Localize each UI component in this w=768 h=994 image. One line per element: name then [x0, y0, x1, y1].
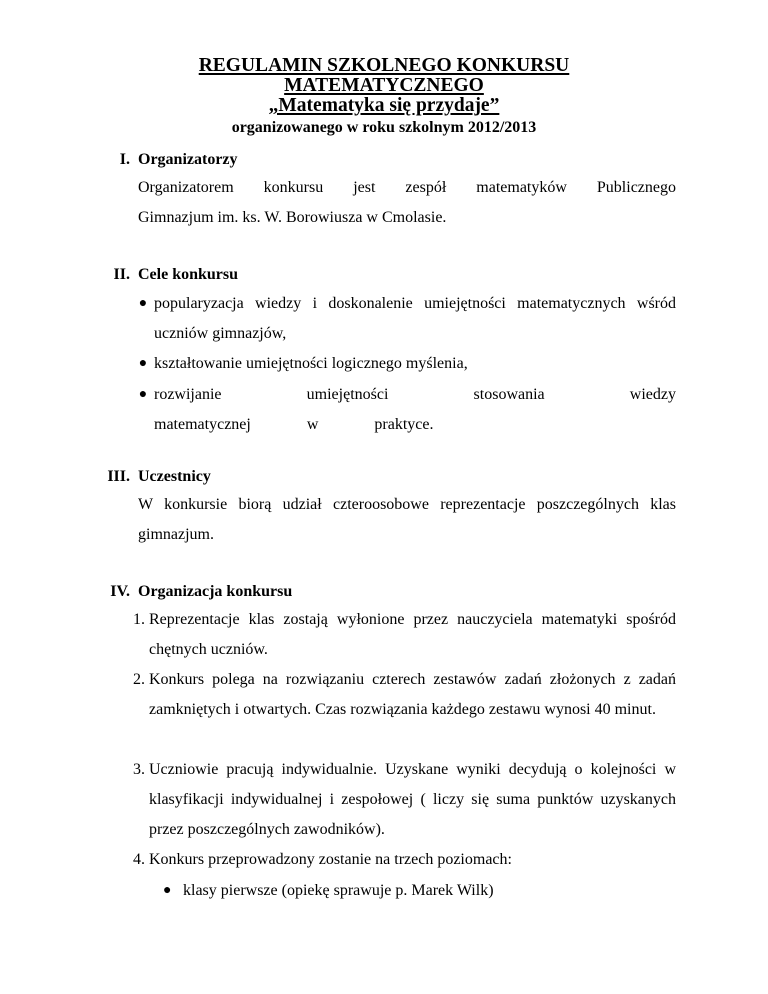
item-number: 2. [133, 671, 145, 688]
list-item [133, 605, 676, 665]
list-item [138, 289, 676, 349]
bullet-icon: ● [163, 883, 172, 898]
section-3-heading [107, 467, 211, 487]
list-item [133, 845, 676, 875]
section-4-heading [110, 582, 293, 602]
list-item [138, 380, 676, 440]
item-text: Uczniowie pracują indywidualnie. Uzyskane wyniki decydują o kolejności w klasyfikacji indywidualnej i zespołowej ( liczy się suma punktów uzyskanych przez poszczególnych zawodników). [149, 761, 676, 838]
list-item [163, 876, 676, 906]
title-line-4: organizowanego w roku szkolnym 2012/2013 [231, 119, 537, 136]
list-item [133, 665, 676, 725]
title-line-1: REGULAMIN SZKOLNEGO KONKURSU [198, 55, 570, 76]
bullet-icon: ● [138, 387, 148, 402]
section-1-line-2: Gimnazjum im. ks. W. Borowiusza w Cmolasie. [138, 209, 447, 226]
title-line-2: MATEMATYCZNEGO [284, 75, 484, 96]
item-number: 3. [133, 761, 145, 778]
item-text: Reprezentacje klas zostają wyłonione przez nauczyciela matematyki spośród chętnych uczniów. [149, 611, 676, 658]
section-2-number: II. [113, 266, 130, 283]
title-line-3: „Matematyka się przydaje” [268, 95, 500, 116]
section-4-title: Organizacja konkursu [138, 583, 293, 600]
list-item [133, 755, 676, 845]
bullet-icon: ● [138, 356, 148, 371]
section-3-number: III. [107, 468, 130, 485]
bullet-text: kształtowanie umiejętności logicznego myślenia, [154, 355, 468, 372]
section-4-number: IV. [110, 583, 130, 600]
item-text: Konkurs przeprowadzony zostanie na trzech poziomach: [149, 851, 512, 868]
bullet-text: klasy pierwsze (opiekę sprawuje p. Marek Wilk) [183, 882, 494, 899]
section-1-text [138, 173, 676, 233]
section-1-title: Organizatorzy [138, 151, 238, 168]
bullet-text: popularyzacja wiedzy i doskonalenie umiejętności matematycznych wśród uczniów gimnazjów, [154, 295, 676, 342]
section-3-title: Uczestnicy [138, 468, 211, 485]
item-number: 1. [133, 611, 145, 628]
section-2-title: Cele konkursu [138, 266, 239, 283]
section-3-text: W konkursie biorą udział czteroosobowe reprezentacje poszczególnych klas gimnazjum. [138, 496, 676, 543]
list-item [138, 349, 676, 379]
section-1-heading [119, 150, 238, 170]
section-1-line-1: Organizatorem konkursu jest zespół matematyków Publicznego [138, 179, 676, 196]
section-1-number: I. [119, 151, 130, 168]
bullet-icon: ● [138, 296, 148, 311]
section-2-heading [113, 265, 239, 285]
document-title [0, 56, 768, 138]
item-text: Konkurs polega na rozwiązaniu czterech zestawów zadań złożonych z zadań zamkniętych i otwartych. Czas rozwiązania każdego zestawu wynosi 40 minut. [149, 671, 676, 718]
item-number: 4. [133, 851, 145, 868]
bullet-text: rozwijanie umiejętności stosowania wiedzy matematycznej w praktyce. [154, 386, 676, 433]
